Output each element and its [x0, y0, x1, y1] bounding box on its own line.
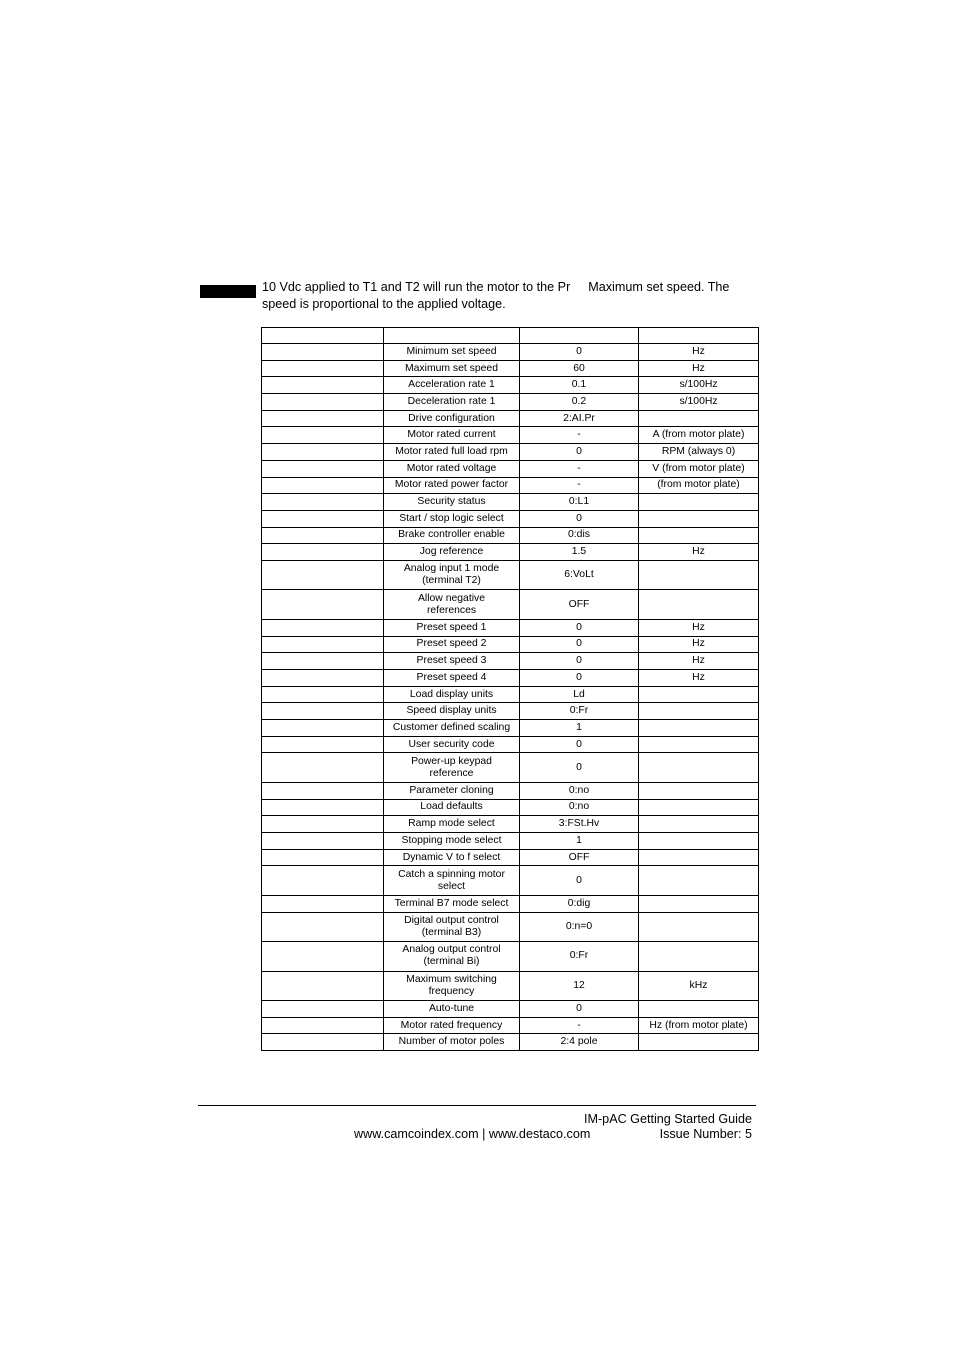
units: RPM (always 0) [639, 444, 759, 461]
header-cell [384, 328, 520, 344]
units: V (from motor plate) [639, 460, 759, 477]
table-row [262, 377, 759, 394]
parameter-cell [262, 360, 384, 377]
parameter-cell [262, 619, 384, 636]
default-value: 0 [520, 619, 639, 636]
table-row [262, 1017, 759, 1034]
parameter-name: Start / stop logic select [384, 510, 520, 527]
parameter-name: Number of motor poles [384, 1034, 520, 1051]
units [639, 849, 759, 866]
units [639, 895, 759, 912]
parameter-cell [262, 544, 384, 561]
default-value: 6:VoLt [520, 560, 639, 590]
units [639, 753, 759, 783]
table-row [262, 816, 759, 833]
units: Hz [639, 544, 759, 561]
table-row [262, 560, 759, 590]
parameter-cell [262, 510, 384, 527]
default-value: 0 [520, 670, 639, 687]
parameter-cell [262, 1034, 384, 1051]
parameter-cell [262, 703, 384, 720]
table-row [262, 971, 759, 1001]
default-value: 0:dis [520, 527, 639, 544]
default-value: 0 [520, 344, 639, 361]
units [639, 782, 759, 799]
parameter-cell [262, 344, 384, 361]
parameter-name: Catch a spinning motor select [384, 866, 520, 896]
parameter-name: Minimum set speed [384, 344, 520, 361]
default-value: 0 [520, 444, 639, 461]
parameter-name: Dynamic V to f select [384, 849, 520, 866]
units: s/100Hz [639, 377, 759, 394]
units: Hz [639, 636, 759, 653]
table-row [262, 686, 759, 703]
parameter-cell [262, 1001, 384, 1018]
table-header-row [262, 328, 759, 344]
table-row [262, 590, 759, 620]
table-row [262, 460, 759, 477]
parameter-cell [262, 670, 384, 687]
parameter-cell [262, 1017, 384, 1034]
parameter-cell [262, 477, 384, 494]
table-row [262, 703, 759, 720]
table-row [262, 494, 759, 511]
note-marker-bar [200, 285, 256, 298]
table-row [262, 833, 759, 850]
parameter-table [261, 327, 759, 1051]
default-value: OFF [520, 849, 639, 866]
default-value: 0:dig [520, 895, 639, 912]
units [639, 866, 759, 896]
parameter-cell [262, 460, 384, 477]
default-value: 0 [520, 753, 639, 783]
parameter-cell [262, 394, 384, 411]
table-row [262, 736, 759, 753]
parameter-name: Motor rated current [384, 427, 520, 444]
parameter-name: Motor rated power factor [384, 477, 520, 494]
parameter-cell [262, 636, 384, 653]
default-value: 0 [520, 1001, 639, 1018]
table-row [262, 619, 759, 636]
parameter-cell [262, 799, 384, 816]
parameter-name: Maximum set speed [384, 360, 520, 377]
parameter-name: Parameter cloning [384, 782, 520, 799]
parameter-name: Stopping mode select [384, 833, 520, 850]
units [639, 833, 759, 850]
units: Hz [639, 653, 759, 670]
units: kHz [639, 971, 759, 1001]
default-value: 2:4 pole [520, 1034, 639, 1051]
parameter-cell [262, 753, 384, 783]
note-text-part1: 10 Vdc applied to T1 and T2 will run the motor to the Pr [262, 280, 571, 294]
units: s/100Hz [639, 394, 759, 411]
table-row [262, 1034, 759, 1051]
parameter-cell [262, 971, 384, 1001]
parameter-name: Motor rated full load rpm [384, 444, 520, 461]
table-row [262, 653, 759, 670]
table-row [262, 394, 759, 411]
parameter-name: Auto-tune [384, 1001, 520, 1018]
units [639, 1034, 759, 1051]
website-links: www.camcoindex.com | www.destaco.com [354, 1127, 591, 1141]
footer-rule [198, 1105, 756, 1106]
default-value: 0:Fr [520, 942, 639, 972]
table-row [262, 720, 759, 737]
default-value: 0.2 [520, 394, 639, 411]
parameter-cell [262, 720, 384, 737]
table-row [262, 670, 759, 687]
parameter-name: Customer defined scaling [384, 720, 520, 737]
table-row [262, 344, 759, 361]
table-row [262, 895, 759, 912]
issue-number: Issue Number: 5 [659, 1127, 752, 1141]
default-value: - [520, 427, 639, 444]
parameter-cell [262, 527, 384, 544]
default-value: 0 [520, 736, 639, 753]
parameter-name: Jog reference [384, 544, 520, 561]
table-row [262, 444, 759, 461]
parameter-cell [262, 494, 384, 511]
parameter-name: Ramp mode select [384, 816, 520, 833]
default-value: 0:no [520, 799, 639, 816]
units [639, 527, 759, 544]
table-row [262, 799, 759, 816]
table-row [262, 477, 759, 494]
default-value: OFF [520, 590, 639, 620]
parameter-cell [262, 427, 384, 444]
default-value: 0 [520, 653, 639, 670]
units [639, 510, 759, 527]
parameter-name: Acceleration rate 1 [384, 377, 520, 394]
units [639, 410, 759, 427]
default-value: 0.1 [520, 377, 639, 394]
parameter-name: Preset speed 2 [384, 636, 520, 653]
units [639, 590, 759, 620]
default-value: 1 [520, 833, 639, 850]
units: Hz [639, 670, 759, 687]
parameter-cell [262, 782, 384, 799]
table-row [262, 782, 759, 799]
default-value: 0:n=0 [520, 912, 639, 942]
parameter-name: Digital output control (terminal B3) [384, 912, 520, 942]
units [639, 736, 759, 753]
parameter-name: Allow negative references [384, 590, 520, 620]
table-row [262, 527, 759, 544]
units: A (from motor plate) [639, 427, 759, 444]
default-value: - [520, 477, 639, 494]
default-value: Ld [520, 686, 639, 703]
units: Hz (from motor plate) [639, 1017, 759, 1034]
parameter-name: Security status [384, 494, 520, 511]
parameter-cell [262, 736, 384, 753]
parameter-name: Speed display units [384, 703, 520, 720]
parameter-name: Preset speed 4 [384, 670, 520, 687]
parameter-cell [262, 444, 384, 461]
parameter-name: Preset speed 1 [384, 619, 520, 636]
parameter-name: Deceleration rate 1 [384, 394, 520, 411]
table-row [262, 510, 759, 527]
table-row [262, 912, 759, 942]
table-row [262, 753, 759, 783]
parameter-cell [262, 686, 384, 703]
table-row [262, 544, 759, 561]
units [639, 816, 759, 833]
parameter-name: Preset speed 3 [384, 653, 520, 670]
units: Hz [639, 344, 759, 361]
default-value: 0:L1 [520, 494, 639, 511]
parameter-name: User security code [384, 736, 520, 753]
parameter-name: Maximum switching frequency [384, 971, 520, 1001]
default-value: 12 [520, 971, 639, 1001]
table-row [262, 427, 759, 444]
units: (from motor plate) [639, 477, 759, 494]
default-value: - [520, 1017, 639, 1034]
parameter-cell [262, 833, 384, 850]
default-value: 0 [520, 866, 639, 896]
guide-title: IM-pAC Getting Started Guide [584, 1112, 752, 1126]
parameter-cell [262, 912, 384, 942]
units [639, 942, 759, 972]
table-row [262, 410, 759, 427]
parameter-cell [262, 895, 384, 912]
default-value: 0 [520, 636, 639, 653]
units [639, 686, 759, 703]
parameter-cell [262, 816, 384, 833]
table-row [262, 942, 759, 972]
header-cell [639, 328, 759, 344]
parameter-cell [262, 590, 384, 620]
parameter-name: Power-up keypad reference [384, 753, 520, 783]
parameter-name: Brake controller enable [384, 527, 520, 544]
parameter-name: Drive configuration [384, 410, 520, 427]
default-value: 2:AI.Pr [520, 410, 639, 427]
units: Hz [639, 360, 759, 377]
table-row [262, 849, 759, 866]
header-cell [520, 328, 639, 344]
units: Hz [639, 619, 759, 636]
table-row [262, 636, 759, 653]
default-value: 60 [520, 360, 639, 377]
parameter-cell [262, 849, 384, 866]
parameter-name: Load display units [384, 686, 520, 703]
parameter-name: Motor rated frequency [384, 1017, 520, 1034]
units [639, 703, 759, 720]
default-value: 0 [520, 510, 639, 527]
header-cell [262, 328, 384, 344]
units [639, 720, 759, 737]
parameter-cell [262, 866, 384, 896]
default-value: 0:no [520, 782, 639, 799]
default-value: 1.5 [520, 544, 639, 561]
note-text [262, 279, 762, 312]
parameter-cell [262, 942, 384, 972]
units [639, 560, 759, 590]
parameter-name: Load defaults [384, 799, 520, 816]
units [639, 799, 759, 816]
units [639, 912, 759, 942]
table-row [262, 360, 759, 377]
default-value: 1 [520, 720, 639, 737]
default-value: 3:FSt.Hv [520, 816, 639, 833]
units [639, 1001, 759, 1018]
default-value: 0:Fr [520, 703, 639, 720]
parameter-name: Terminal B7 mode select [384, 895, 520, 912]
units [639, 494, 759, 511]
parameter-cell [262, 653, 384, 670]
parameter-cell [262, 377, 384, 394]
parameter-name: Analog input 1 mode (terminal T2) [384, 560, 520, 590]
parameter-name: Motor rated voltage [384, 460, 520, 477]
parameter-cell [262, 410, 384, 427]
table-row [262, 866, 759, 896]
note-text-part2: Maximum set speed. The [588, 280, 730, 294]
table-row [262, 1001, 759, 1018]
note-text-part3: speed is proportional to the applied voltage. [262, 296, 506, 311]
default-value: - [520, 460, 639, 477]
parameter-name: Analog output control (terminal Bi) [384, 942, 520, 972]
parameter-cell [262, 560, 384, 590]
